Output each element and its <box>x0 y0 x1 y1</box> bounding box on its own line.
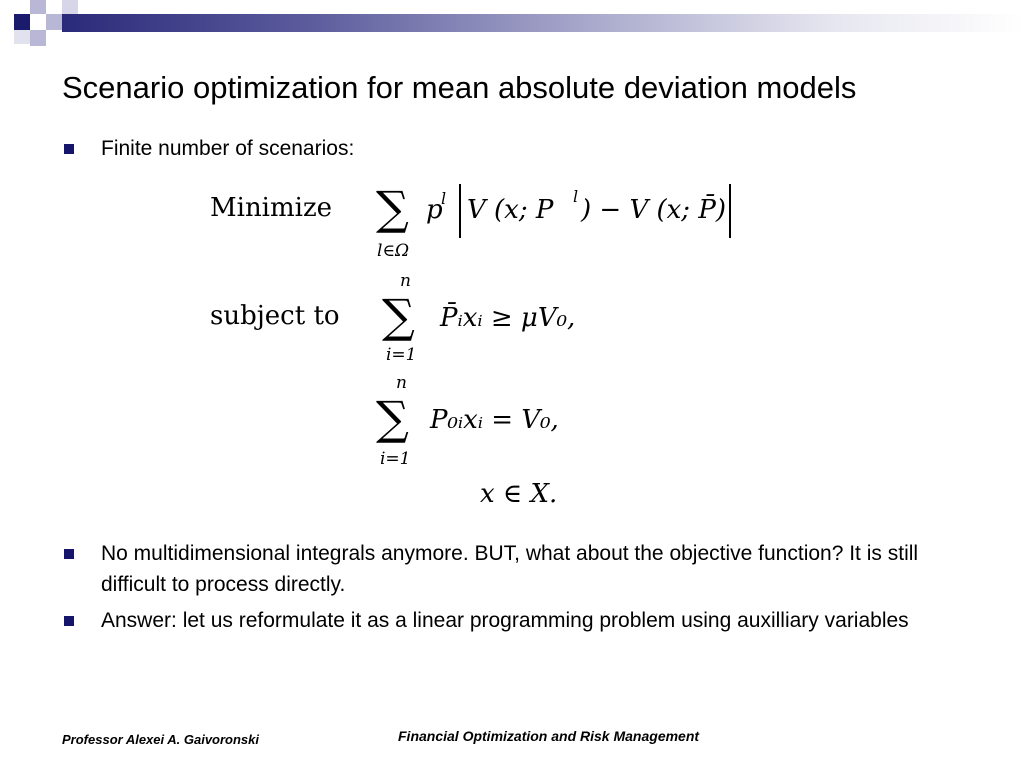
formula-superscript: l <box>441 189 447 208</box>
bullet-text: No multidimensional integrals anymore. BUT, what about the objective function? It is still difficult to process directly. <box>101 542 919 596</box>
decor-square <box>14 30 30 44</box>
decor-square <box>30 0 46 14</box>
formula-superscript: l <box>573 187 579 206</box>
constraint-expression: x ∈ X. <box>480 479 558 509</box>
bullet-text: Finite number of scenarios: <box>101 137 355 160</box>
decor-square <box>30 30 46 46</box>
footer-course: Financial Optimization and Risk Management <box>398 728 700 744</box>
bullet-square-icon <box>64 144 74 154</box>
summation-symbol: ∑ <box>382 289 415 343</box>
bullet-square-icon <box>64 616 74 626</box>
decor-square <box>14 14 30 30</box>
bullet-item <box>64 605 944 636</box>
sum-index: i=1 <box>380 449 411 469</box>
summation-symbol: ∑ <box>376 391 409 445</box>
header-gradient-bar <box>62 14 1024 32</box>
formula-term: p <box>426 195 443 225</box>
minimize-label: Minimize <box>210 193 333 223</box>
summation-symbol: ∑ <box>376 181 409 235</box>
formula-term: ) − V (x; P̄) <box>581 195 726 225</box>
constraint-expression: P₀ᵢxᵢ = V₀, <box>430 405 559 435</box>
header-decoration <box>0 0 1024 46</box>
formula-term: V (x; P <box>467 195 554 225</box>
footer-author: Professor Alexei A. Gaivoronski <box>62 732 259 747</box>
bullet-text: Answer: let us reformulate it as a linear programming problem using auxilliary variables <box>101 609 909 632</box>
decor-square <box>46 14 62 30</box>
sum-upper-limit: n <box>400 271 411 291</box>
optimization-formula <box>200 172 760 512</box>
constraint-expression: P̄ᵢxᵢ ≥ μV₀, <box>440 303 576 333</box>
slide-title: Scenario optimization for mean absolute deviation models <box>62 70 857 105</box>
sum-index: l∈Ω <box>377 241 410 261</box>
bullet-square-icon <box>64 549 74 559</box>
subject-to-label: subject to <box>210 301 340 331</box>
bullet-item <box>64 538 944 600</box>
sum-upper-limit: n <box>396 373 407 393</box>
sum-index: i=1 <box>386 345 417 365</box>
bullet-item <box>64 133 944 164</box>
decor-square <box>62 0 78 14</box>
